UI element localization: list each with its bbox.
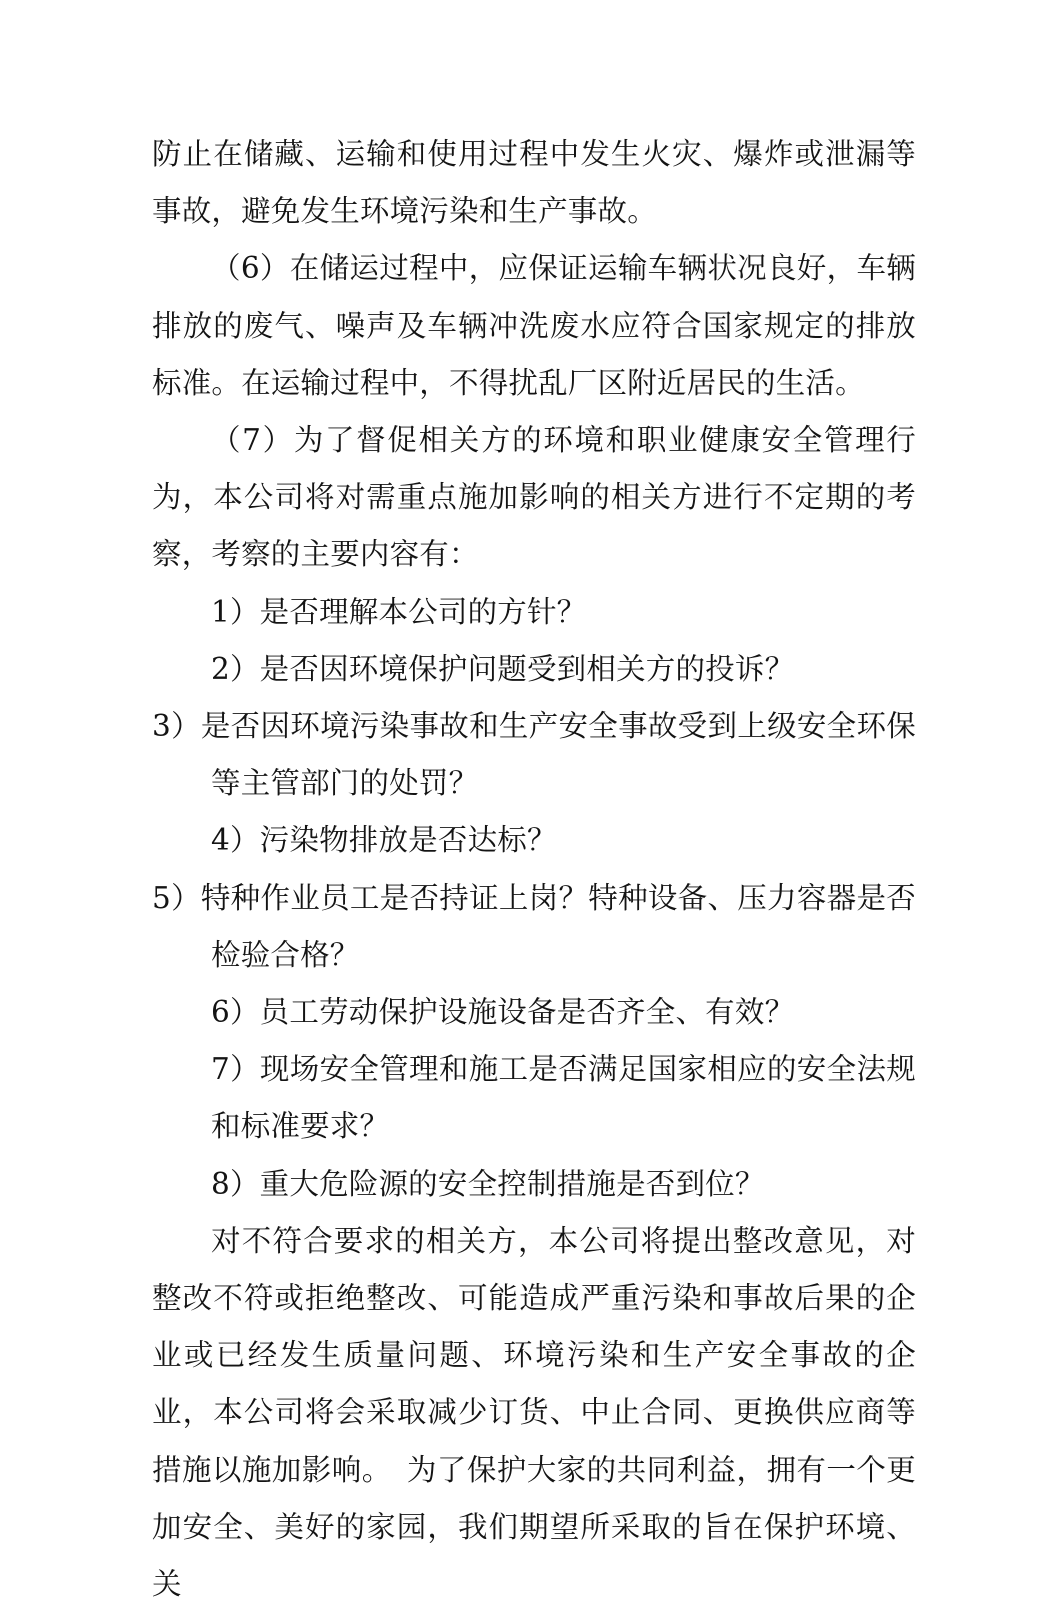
paragraph-item-6: （6）在储运过程中，应保证运输车辆状况良好，车辆排放的废气、噪声及车辆冲洗废水应符合国家规定的排放标准。在运输过程中，不得扰乱厂区附近居民的生活。 (152, 251, 916, 400)
list-item-6: 6）员工劳动保护设施设备是否齐全、有效？ (211, 995, 795, 1030)
list-item-1: 1）是否理解本公司的方针？ (211, 594, 587, 629)
text-column (152, 126, 916, 1613)
paragraph-closing: 对不符合要求的相关方，本公司将提出整改意见，对整改不符或拒绝整改、可能造成严重污染和事故后果的企业或已经发生质量问题、环境污染和生产安全事故的企业，本公司将会采取减少订货、中止合同、更换供应商等措施以施加影响。 为了保护大家的共同利益，拥有一个更加安全、美好的家园，我们期望所采取的旨在保护环境、关 (152, 1223, 916, 1602)
paragraph-item-7: （7）为了督促相关方的环境和职业健康安全管理行为，本公司将对需重点施加影响的相关方进行不定期的考察，考察的主要内容有： (152, 423, 916, 572)
list-item-8: 8）重大危险源的安全控制措施是否到位？ (211, 1166, 765, 1201)
list-item-4: 4）污染物排放是否达标？ (211, 823, 557, 858)
list-item-5: 5）特种作业员工是否持证上岗？特种设备、压力容器是否检验合格？ (152, 880, 916, 972)
paragraph-continued-5: 防止在储藏、运输和使用过程中发生火灾、爆炸或泄漏等事故，避免发生环境污染和生产事故。 (152, 137, 916, 229)
list-item-2: 2）是否因环境保护问题受到相关方的投诉？ (211, 651, 795, 686)
list-item-7: 7）现场安全管理和施工是否满足国家相应的安全法规和标准要求？ (211, 1052, 916, 1144)
list-item-3: 3）是否因环境污染事故和生产安全事故受到上级安全环保等主管部门的处罚？ (152, 709, 916, 801)
